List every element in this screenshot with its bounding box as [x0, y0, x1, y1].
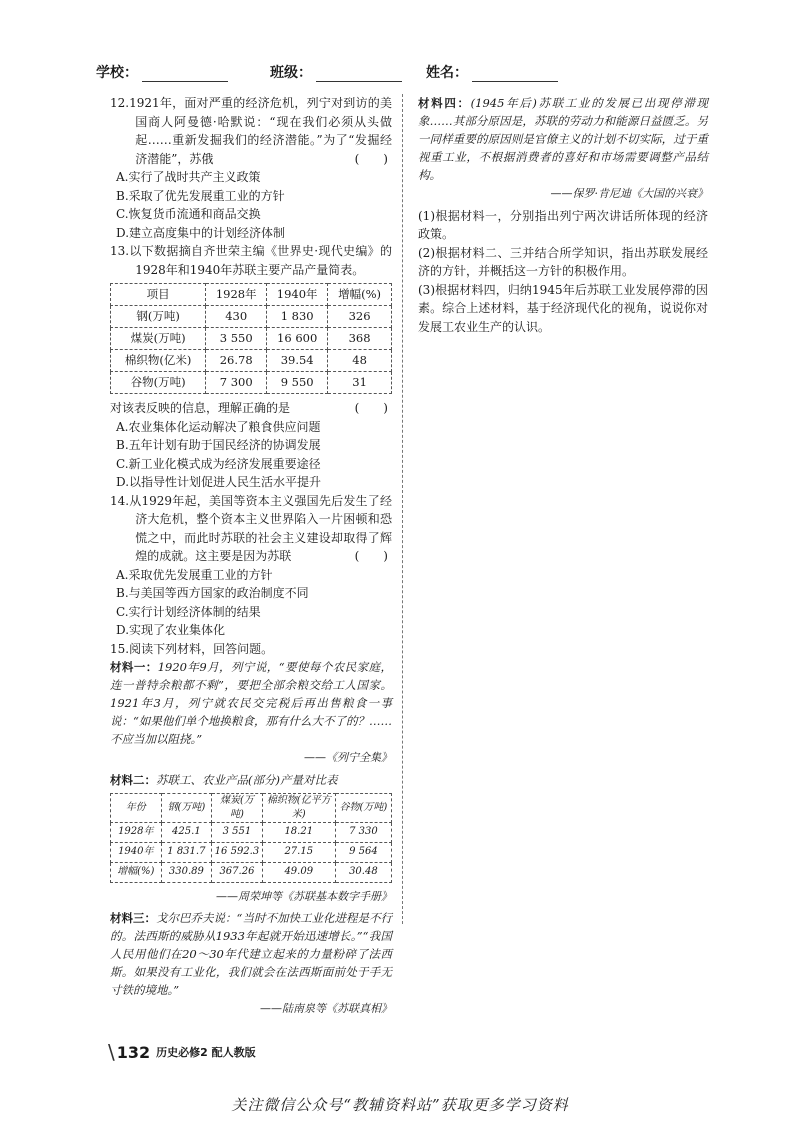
table-cell: 棉织物(亿米): [111, 350, 206, 372]
q12-answer-paren: ( ): [354, 151, 388, 166]
q14-stem: 14.从1929年起，美国等资本主义强国先后发生了经济大危机，整个资本主义世界陷入一片困顿和恐慌之中，而此时苏联的社会主义建设却取得了辉煌的成就。这主要是因为苏联 ( ): [110, 492, 392, 566]
q12-stem: 12.1921年，面对严重的经济危机，列宁对到访的美国商人阿曼德·哈默说：“现在我们必须从头做起……重新发掘我们的经济潜能。”为了“发掘经济潜能”，苏俄 ( ): [110, 94, 392, 168]
material-1-source: ——《列宁全集》: [304, 751, 392, 764]
table-cell: 1928年: [111, 822, 162, 842]
table-row: [111, 306, 392, 328]
school-field: [96, 62, 228, 82]
table-header: 钢(万吨): [161, 793, 212, 822]
table-cell: 368: [328, 328, 392, 350]
table-header: 增幅(%): [328, 284, 392, 306]
page-number: 132: [116, 1042, 151, 1062]
table-cell: 26.78: [206, 350, 267, 372]
table-cell: 425.1: [161, 822, 212, 842]
school-blank[interactable]: [142, 65, 228, 82]
q13-option-d: D.以指导性计划促进人民生活水平提升: [116, 475, 322, 489]
left-column: [110, 94, 392, 1022]
table-cell: 3 551: [212, 822, 263, 842]
table-cell: 16 592.3: [212, 842, 263, 862]
table-cell: 9 550: [267, 372, 328, 394]
q12-option-b: B.采取了优先发展重工业的方针: [116, 188, 285, 203]
table-row: [111, 822, 392, 842]
material-2-source: ——周荣坤等《苏联基本数字手册》: [216, 889, 392, 903]
material-3: 材料三：戈尔巴乔夫说：“当时不加快工业化进程是不行的。法西斯的威胁从1933年起就开始迅速增长。”“我国人民用他们在20～30年代建立起来的力量粉碎了法西斯。如果没有工业化，我们就会在法西斯面前处于手无寸铁的境地。”: [110, 911, 392, 997]
table-header: 谷物(万吨): [335, 793, 391, 822]
table-cell: 7 330: [335, 822, 391, 842]
table-cell: 30.48: [335, 862, 391, 882]
table-header: 项目: [111, 284, 206, 306]
right-column: [418, 94, 708, 336]
table-row: [111, 372, 392, 394]
table-header: 1928年: [206, 284, 267, 306]
table-cell: 3 550: [206, 328, 267, 350]
table-row: [111, 328, 392, 350]
name-label: 姓名：: [426, 65, 468, 81]
table-cell: 39.54: [267, 350, 328, 372]
sub-question-1: (1)根据材料一，分别指出列宁两次讲话所体现的经济政策。: [418, 208, 708, 241]
material-1: 材料一：1920年9月，列宁说，“要使每个农民家庭，连一普特余粮都不剩”，要把全部余粮交给工人国家。1921年3月，列宁就农民交完税后再出售粮食一事说：“如果他们单个地换粮食，那有什么大不了的？……不应当加以阻挠。”: [110, 660, 392, 746]
table-cell: 1940年: [111, 842, 162, 862]
sub-question-3: (3)根据材料四，归纳1945年后苏联工业发展停滞的因素。综合上述材料，基于经济现代化的视角，说说你对发展工农业生产的认识。: [418, 282, 708, 334]
material-2-label: 材料二：: [110, 772, 156, 787]
q14-option-b: B.与美国等西方国家的政治制度不同: [116, 586, 309, 600]
name-blank[interactable]: [472, 65, 558, 82]
material-1-label: 材料一：: [110, 660, 158, 674]
table-row: [111, 862, 392, 882]
q14-option-a: A.采取优先发展重工业的方针: [116, 567, 273, 582]
q12-option-c: C.恢复货币流通和商品交换: [116, 207, 261, 221]
q13-option-a: A.农业集体化运动解决了粮食供应问题: [116, 419, 321, 434]
table-cell: 增幅(%): [111, 862, 162, 882]
material-2: 材料二：苏联工、农业产品(部分)产量对比表: [110, 772, 338, 787]
table-cell: 7 300: [206, 372, 267, 394]
q13-option-c: C.新工业化模式成为经济发展重要途径: [116, 456, 321, 471]
q15-stem: 15.阅读下列材料，回答问题。: [110, 641, 274, 656]
table-cell: 16 600: [267, 328, 328, 350]
material-4: 材料四：(1945年后)苏联工业的发展已出现停滞现象……其部分原因是，苏联的劳动力和能源日益匮乏。另一同样重要的原因则是官僚主义的计划不切实际，过于重视重工业，不根据消费者的喜好和市场需要调整产品结构。: [418, 96, 708, 182]
material-3-source: ——陆南泉等《苏联真相》: [260, 1002, 392, 1015]
table-cell: 48: [328, 350, 392, 372]
table-cell: 9 564: [335, 842, 391, 862]
q13-prompt: 对该表反映的信息，理解正确的是 ( ): [110, 399, 392, 418]
table-header: 1940年: [267, 284, 328, 306]
q13-table: [110, 283, 392, 394]
handwritten-notice: 关注微信公众号“教辅资料站”获取更多学习资料: [231, 1096, 569, 1114]
q13-answer-paren: ( ): [354, 401, 388, 415]
q13-stem: 13.以下数据摘自齐世荣主编《世界史·现代史编》的1928年和1940年苏联主要产品产量简表。: [110, 244, 392, 277]
material-4-source: ——保罗·肯尼迪《大国的兴衰》: [550, 187, 708, 200]
table-cell: 18.21: [262, 822, 335, 842]
table-cell: 1 830: [267, 306, 328, 328]
page-footer: [108, 1040, 256, 1064]
footer-slash-mark: \: [108, 1040, 115, 1064]
table-cell: 钢(万吨): [111, 306, 206, 328]
q14-answer-paren: ( ): [354, 549, 388, 563]
table-row: [111, 350, 392, 372]
class-field: [270, 62, 402, 82]
table-header: 煤炭(万吨): [212, 793, 263, 822]
book-label: 历史必修2 配人教版: [156, 1046, 256, 1059]
table-header-row: [111, 793, 392, 822]
table-cell: 367.26: [212, 862, 263, 882]
table-header: 棉织物(亿平方米): [262, 793, 335, 822]
table-cell: 1 831.7: [161, 842, 212, 862]
question-12: [110, 94, 392, 242]
question-15: [110, 640, 392, 1019]
material-3-label: 材料三：: [110, 911, 157, 925]
q12-option-d: D.建立高度集中的计划经济体制: [116, 225, 286, 240]
class-label: 班级：: [270, 65, 312, 81]
sub-question-2: (2)根据材料二、三并结合所学知识，指出苏联发展经济的方针，并概括这一方针的积极作用。: [418, 245, 708, 278]
header: [96, 62, 716, 84]
table-row: [111, 842, 392, 862]
q14-option-d: D.实现了农业集体化: [116, 623, 226, 637]
table-cell: 煤炭(万吨): [111, 328, 206, 350]
table-cell: 326: [328, 306, 392, 328]
question-13: [110, 242, 392, 492]
name-field: [426, 62, 558, 82]
table-cell: 谷物(万吨): [111, 372, 206, 394]
q14-option-c: C.实行计划经济体制的结果: [116, 604, 261, 619]
table-cell: 430: [206, 306, 267, 328]
class-blank[interactable]: [316, 65, 402, 82]
table-cell: 31: [328, 372, 392, 394]
table-cell: 49.09: [262, 862, 335, 882]
question-14: [110, 492, 392, 640]
table-cell: 330.89: [161, 862, 212, 882]
table-header: 年份: [111, 793, 162, 822]
material-4-label: 材料四：: [418, 96, 471, 110]
q12-option-a: A.实行了战时共产主义政策: [116, 170, 261, 184]
q13-option-b: B.五年计划有助于国民经济的协调发展: [116, 438, 321, 452]
column-divider: [402, 94, 403, 924]
material-2-table: [110, 793, 392, 883]
school-label: 学校：: [96, 65, 138, 81]
table-header-row: [111, 284, 392, 306]
table-cell: 27.15: [262, 842, 335, 862]
